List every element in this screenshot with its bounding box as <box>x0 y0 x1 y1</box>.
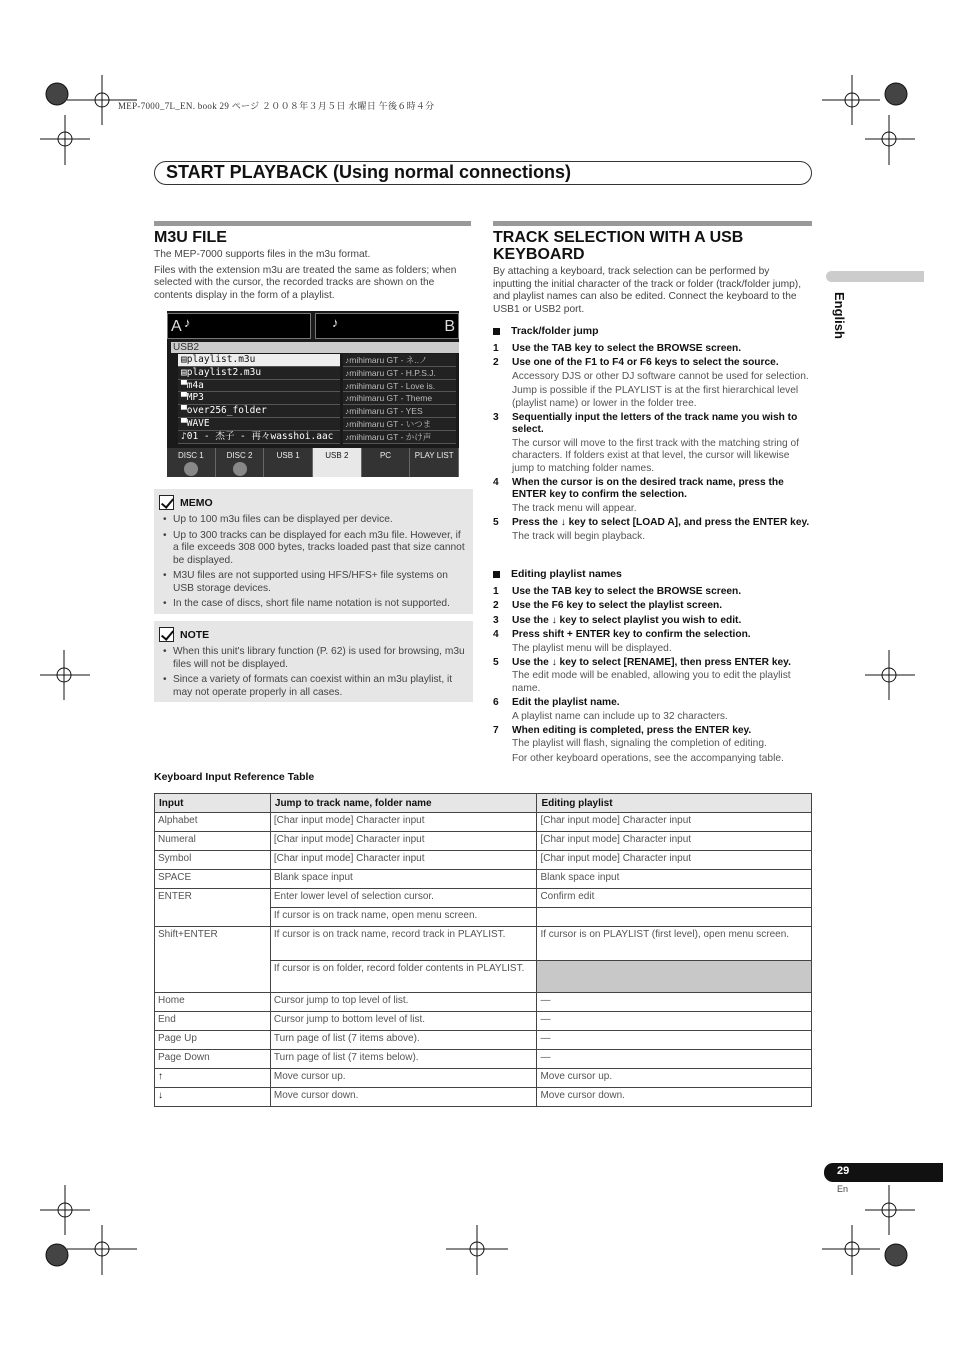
browse-screen-image <box>167 311 459 477</box>
table-cell: [Char input mode] Character input <box>270 813 537 832</box>
table-cell: Symbol <box>155 851 271 870</box>
table-cell: — <box>537 993 812 1012</box>
step <box>493 725 813 765</box>
deck-a-panel <box>167 313 311 339</box>
list-item: ▤playlist2.m3u <box>178 367 340 380</box>
step-text: Edit the playlist name. <box>512 697 620 709</box>
m3u-body <box>154 249 472 305</box>
table-cell: Numeral <box>155 832 271 851</box>
note-item: • Since a variety of formats can coexist within an m3u playlist, it may not operate properly in all cases. <box>159 674 467 699</box>
page-language: En <box>837 1184 849 1194</box>
track-item: ♪mihimaru GT - いつま <box>343 418 456 431</box>
source-label: USB2 <box>171 342 459 353</box>
table-cell: ENTER <box>155 889 271 927</box>
tab-pc <box>362 448 411 477</box>
page-number: 29 <box>837 1165 850 1177</box>
memo-title: MEMO <box>180 496 213 509</box>
memo-item: • M3U files are not supported using HFS/HFS+ file systems on USB storage devices. <box>159 570 467 595</box>
table-cell: Home <box>155 993 271 1012</box>
table-cell: Move cursor up. <box>537 1069 812 1088</box>
subheading <box>493 325 813 337</box>
step <box>493 600 813 612</box>
usb-keyboard-heading <box>493 229 813 263</box>
track-item: ♪mihimaru GT - かけ声 <box>343 431 456 444</box>
step <box>493 477 813 515</box>
usb-keyboard-intro: By attaching a keyboard, track selection can be performed by inputting the initial character of the track or folder (track/folder jump), and playlist names can also be edited. Connect the keyboard to the USB1 or USB2 port. <box>493 266 802 315</box>
step <box>493 357 813 410</box>
note-header <box>159 627 467 642</box>
step-detail: Accessory DJS or other DJ software cannot be used for selection. <box>512 370 809 382</box>
step-detail: Jump is possible if the PLAYLIST is at the first hierarchical level (playlist name) or lower in the folder tree. <box>512 385 799 409</box>
m3u-heading: M3U FILE <box>154 229 227 246</box>
table-row <box>155 1031 812 1050</box>
m3u-paragraph: The MEP-7000 supports files in the m3u format. <box>154 249 371 260</box>
column-header: Input <box>155 794 271 813</box>
table-cell: Move cursor up. <box>270 1069 537 1088</box>
step-detail: The track menu will appear. <box>512 502 637 514</box>
step-number: 7 <box>493 725 499 737</box>
playlist-track-list <box>343 354 456 444</box>
table-cell-shaded <box>537 961 812 993</box>
step-number: 2 <box>493 357 499 369</box>
step <box>493 697 813 723</box>
step-detail: The track will begin playback. <box>512 530 646 542</box>
file-list <box>178 354 340 444</box>
print-header: MEP-7000_7L_EN. book 29 ページ ２００８年３月５日 水曜日 午後６時４分 <box>118 101 435 111</box>
table-row <box>155 1012 812 1031</box>
section-title: START PLAYBACK (Using normal connections) <box>166 162 572 182</box>
track-item: ♪mihimaru GT - Love is. <box>343 380 456 393</box>
tab-label: DISC 2 <box>226 451 253 460</box>
table-cell: If cursor is on track name, open menu screen. <box>270 908 537 927</box>
table-row <box>155 832 812 851</box>
table-cell: Blank space input <box>537 870 812 889</box>
table-row <box>155 927 812 961</box>
music-note-icon: ♪ <box>332 315 339 330</box>
track-item: ♪mihimaru GT - H.P.S.J. <box>343 367 456 380</box>
list-item: ▀MP3 <box>178 392 340 405</box>
track-item: ♪mihimaru GT - ネ..ノ <box>343 354 456 367</box>
step <box>493 517 813 543</box>
step <box>493 412 813 475</box>
language-tab <box>826 271 924 282</box>
list-item: ♪01 - 杰子 - 再々wasshoi.aac <box>178 431 340 444</box>
table-cell: [Char input mode] Character input <box>270 851 537 870</box>
note-item: • When this unit's library function (P. 62) is used for browsing, m3u files will not be displayed. <box>159 646 467 671</box>
subheading-text: Track/folder jump <box>511 325 599 337</box>
disc-icon <box>184 462 198 476</box>
tab-label: USB 1 <box>276 451 300 460</box>
step-detail: For other keyboard operations, see the accompanying table. <box>512 752 784 764</box>
deck-b-label: B <box>444 318 455 335</box>
step-text: When the cursor is on the desired track name, press the ENTER key to confirm the selection. <box>512 477 784 501</box>
language-label: English <box>832 292 847 339</box>
table-row <box>155 993 812 1012</box>
usb-rule <box>493 221 812 226</box>
tab-label: PC <box>379 451 392 460</box>
heading-line: KEYBOARD <box>493 246 585 263</box>
step-text: Use the ↓ key to select playlist you wish to edit. <box>512 614 742 626</box>
table-cell: — <box>537 1050 812 1069</box>
music-note-icon: ♪ <box>184 315 191 330</box>
table-row <box>155 1050 812 1069</box>
table-cell: End <box>155 1012 271 1031</box>
note-title: NOTE <box>180 628 210 641</box>
heading-line: TRACK SELECTION WITH A USB <box>493 229 744 246</box>
list-item: ▀over256_folder <box>178 405 340 418</box>
list-item: ▤playlist.m3u <box>178 354 340 367</box>
step-text: Sequentially input the letters of the track name you wish to select. <box>512 412 798 436</box>
table-row <box>155 813 812 832</box>
deck-b-panel <box>315 313 459 339</box>
memo-item: • Up to 300 tracks can be displayed for each m3u file. However, if a file exceeds 308 000 bytes, tracks loaded past that size cannot be displayed. <box>159 530 467 568</box>
track-folder-steps <box>493 343 813 543</box>
note-list <box>159 646 467 699</box>
source-tabs <box>167 448 459 477</box>
track-item: ♪mihimaru GT - Theme <box>343 392 456 405</box>
table-cell: Cursor jump to top level of list. <box>270 993 537 1012</box>
tab-label: USB 2 <box>325 451 349 460</box>
step-detail: The playlist menu will be displayed. <box>512 642 672 654</box>
table-cell: Move cursor down. <box>270 1088 537 1107</box>
table-row <box>155 1088 812 1107</box>
step-number: 6 <box>493 697 499 709</box>
column-header: Editing playlist <box>537 794 812 813</box>
step <box>493 657 813 695</box>
table-cell: Turn page of list (7 items above). <box>270 1031 537 1050</box>
step-number: 4 <box>493 629 499 641</box>
step-number: 5 <box>493 517 499 529</box>
tab-disc2 <box>216 448 265 477</box>
table-row <box>155 1069 812 1088</box>
table-cell: — <box>537 1012 812 1031</box>
subheading-text: Editing playlist names <box>511 568 622 580</box>
step <box>493 343 813 355</box>
step <box>493 615 813 627</box>
table-cell: Alphabet <box>155 813 271 832</box>
step-number: 3 <box>493 614 499 626</box>
list-item: ▀WAVE <box>178 418 340 431</box>
tab-usb2 <box>313 448 362 477</box>
table-cell: Confirm edit <box>537 889 812 908</box>
step-number: 3 <box>493 412 499 424</box>
table-cell: [Char input mode] Character input <box>270 832 537 851</box>
table-cell: SPACE <box>155 870 271 889</box>
square-bullet-icon <box>493 328 500 335</box>
table-header-row <box>155 794 812 813</box>
step <box>493 629 813 655</box>
step-text: Use the TAB key to select the BROWSE screen. <box>512 586 742 597</box>
column-header: Jump to track name, folder name <box>270 794 537 813</box>
tab-label: DISC 1 <box>177 451 204 460</box>
memo-list <box>159 514 467 611</box>
checkmark-icon <box>159 495 174 510</box>
keyboard-reference-table <box>154 793 812 1107</box>
table-cell: If cursor is on PLAYLIST (first level), open menu screen. <box>537 927 812 961</box>
step-text: When editing is completed, press the ENTER key. <box>512 725 752 737</box>
table-cell: [Char input mode] Character input <box>537 832 812 851</box>
track-item: ♪mihimaru GT - YES <box>343 405 456 418</box>
m3u-rule <box>154 221 471 226</box>
table-cell <box>537 908 812 927</box>
step-text: Use the ↓ key to select [RENAME], then press ENTER key. <box>512 657 791 669</box>
step-text: Press the ↓ key to select [LOAD A], and press the ENTER key. <box>512 517 810 529</box>
step-number: 5 <box>493 657 499 669</box>
step-detail: The edit mode will be enabled, allowing you to edit the playlist name. <box>512 670 791 694</box>
table-cell: Page Down <box>155 1050 271 1069</box>
step-number: 2 <box>493 600 499 612</box>
list-item: ▀m4a <box>178 380 340 393</box>
tab-playlist <box>410 448 459 477</box>
step <box>493 586 813 598</box>
editing-steps <box>493 586 813 765</box>
memo-box <box>154 489 473 614</box>
table-cell-arrow-up: ↑ <box>155 1069 271 1088</box>
note-box <box>154 621 473 702</box>
step-text: Use the TAB key to select the BROWSE screen. <box>512 343 742 354</box>
tab-label: PLAY LIST <box>414 451 454 460</box>
editing-playlist-section <box>493 568 813 767</box>
step-text: Use one of the F1 to F4 or F6 keys to select the source. <box>512 357 779 369</box>
step-text: Press shift + ENTER key to confirm the selection. <box>512 629 751 641</box>
memo-item: • Up to 100 m3u files can be displayed per device. <box>159 514 467 527</box>
step-detail: The playlist will flash, signaling the completion of editing. <box>512 738 767 750</box>
table-cell: Turn page of list (7 items below). <box>270 1050 537 1069</box>
step-number: 4 <box>493 477 499 489</box>
subheading <box>493 568 813 580</box>
table-cell: If cursor is on folder, record folder contents in PLAYLIST. <box>270 961 537 993</box>
memo-header <box>159 495 467 510</box>
disc-icon <box>233 462 247 476</box>
table-cell: Page Up <box>155 1031 271 1050</box>
table-row <box>155 870 812 889</box>
table-cell: [Char input mode] Character input <box>537 851 812 870</box>
table-cell: Cursor jump to bottom level of list. <box>270 1012 537 1031</box>
table-cell: Shift+ENTER <box>155 927 271 993</box>
step-number: 1 <box>493 343 499 354</box>
table-cell: Enter lower level of selection cursor. <box>270 889 537 908</box>
step-detail: The cursor will move to the first track with the matching string of characters. If folders exist at that level, the cursor will likewise jump to matching folder names. <box>512 437 800 474</box>
memo-item: • In the case of discs, short file name notation is not supported. <box>159 598 467 611</box>
step-detail: A playlist name can include up to 32 characters. <box>512 710 728 722</box>
table-cell-arrow-down: ↓ <box>155 1088 271 1107</box>
table-row <box>155 851 812 870</box>
table-cell: Blank space input <box>270 870 537 889</box>
table-cell: Move cursor down. <box>537 1088 812 1107</box>
square-bullet-icon <box>493 571 500 578</box>
track-folder-jump-section <box>493 325 813 545</box>
table-cell: [Char input mode] Character input <box>537 813 812 832</box>
table-cell: If cursor is on track name, record track in PLAYLIST. <box>270 927 537 961</box>
deck-a-label: A <box>171 318 182 335</box>
m3u-paragraph: Files with the extension m3u are treated the same as folders; when selected with the cursor, the recorded tracks are shown on the contents display in the form of a playlist. <box>154 264 457 301</box>
table-row <box>155 889 812 908</box>
table-title: Keyboard Input Reference Table <box>154 771 315 783</box>
step-number: 1 <box>493 586 499 597</box>
tab-usb1 <box>264 448 313 477</box>
table-cell: — <box>537 1031 812 1050</box>
tab-disc1 <box>167 448 216 477</box>
step-text: Use the F6 key to select the playlist screen. <box>512 600 723 612</box>
checkmark-icon <box>159 627 174 642</box>
